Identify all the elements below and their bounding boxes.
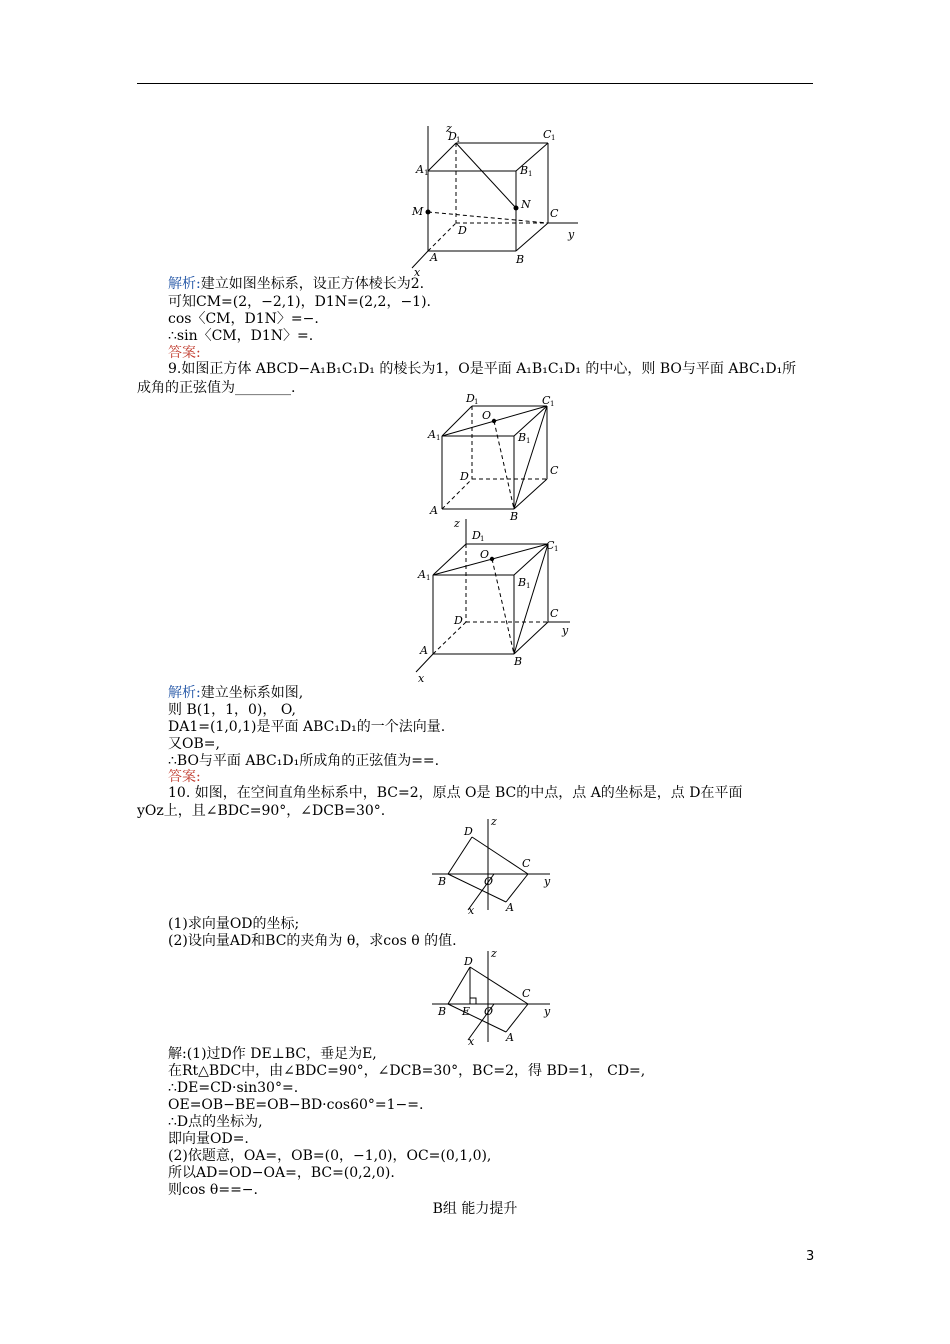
svg-text:1: 1 (424, 169, 429, 177)
fig5-label-c: C (522, 987, 531, 1000)
fig3-label-o: O (480, 548, 490, 561)
fig4-label-b: B (438, 875, 447, 888)
fig3-label-a: A (420, 644, 428, 657)
header-rule (137, 83, 813, 84)
fig5-label-a: A (506, 1031, 514, 1044)
fig1-label-m: M (412, 205, 424, 218)
svg-text:1: 1 (526, 437, 531, 445)
fig1-label-b: B (516, 253, 525, 266)
svg-text:1: 1 (526, 582, 531, 590)
fig4-label-d: D (464, 825, 473, 838)
fig4-label-y: y (544, 875, 551, 888)
fig5-label-b: B (438, 1005, 447, 1018)
svg-text:1: 1 (551, 134, 556, 142)
figure-plane-abcd (428, 815, 558, 917)
svg-text:1: 1 (426, 574, 431, 582)
q9-line1: 9.如图正方体 ABCD−A₁B₁C₁D₁ 的棱长为1，O是平面 A₁B₁C₁D₁ 的中心，则 BO与平面 ABC₁D₁所 (168, 361, 797, 377)
sol10-line3: ∴DE=CD·sin30°=. (168, 1080, 299, 1096)
q9-line2: 成角的正弦值为________. (137, 380, 296, 396)
fig2-label-o: O (482, 409, 492, 422)
sol9-line3: DA1=(1,0,1)是平面 ABC₁D₁的一个法向量. (168, 719, 446, 735)
fig1-label-c: C (550, 207, 559, 220)
q10-line2: yOz上，且∠BDC=90°，∠DCB=30°. (137, 803, 386, 819)
fig1-label-x: x (414, 266, 421, 278)
fig2-label-c: C (550, 464, 559, 477)
sol8-answer-label: 答案: (168, 345, 201, 361)
svg-text:1: 1 (550, 400, 555, 408)
sol10-line9: 则cos θ==−. (168, 1182, 258, 1198)
fig3-label-d: D (454, 614, 463, 627)
fig3-label-y: y (562, 624, 569, 637)
figure-cube-o-coordinate (408, 517, 578, 685)
fig2-label-a1: A (428, 428, 436, 441)
fig1-label-d: D (458, 224, 467, 237)
fig3-label-a1: A (418, 568, 426, 581)
fig3-label-d1: D (472, 529, 481, 542)
fig3-label-c1: C (546, 539, 555, 552)
q10-part1: (1)求向量OD的坐标; (168, 916, 300, 932)
fig1-label-c1: C (543, 128, 552, 141)
q10-line1: 10. 如图，在空间直角坐标系中，BC=2，原点 O是 BC的中点，点 A的坐标是，点 D在平面 (168, 785, 743, 801)
fig1-label-z: z (446, 122, 452, 135)
fig5-label-x: x (468, 1035, 475, 1048)
fig1-label-d1: D (448, 130, 457, 143)
fig4-label-c: C (522, 857, 531, 870)
figure-plane-abcde (428, 947, 558, 1049)
figure-cube-coordinate-mn (400, 118, 590, 278)
fig2-label-b1: B (518, 431, 527, 444)
svg-text:1: 1 (436, 434, 441, 442)
fig5-label-d: D (464, 955, 473, 968)
fig4-label-z: z (491, 815, 497, 828)
sol10-line2: 在Rt△BDC中，由∠BDC=90°，∠DCB=30°，BC=2，得 BD=1， CD=, (168, 1063, 646, 1079)
sol8-line4: ∴sin〈CM，D1N〉=. (168, 328, 314, 344)
sol10-line8: 所以AD=OD−OA=，BC=(0,2,0). (168, 1165, 395, 1181)
sol10-line5: ∴D点的坐标为, (168, 1114, 263, 1130)
fig2-label-a: A (430, 504, 438, 517)
section-heading: B组 能力提升 (432, 1201, 518, 1217)
sol10-line6: 即向量OD=. (168, 1131, 249, 1147)
svg-text:1: 1 (528, 170, 533, 178)
page-number: 3 (806, 1249, 815, 1264)
q10-part2: (2)设向量AD和BC的夹角为 θ，求cos θ 的值. (168, 933, 457, 949)
fig4-label-a: A (506, 901, 514, 914)
sol9-line2: 则 B(1，1，0)， O, (168, 702, 296, 718)
fig2-label-d1: D (466, 394, 475, 405)
sol10-line7: (2)依题意，OA=，OB=(0，−1,0)，OC=(0,1,0), (168, 1148, 492, 1164)
fig4-label-x: x (468, 904, 475, 917)
fig3-label-x: x (418, 672, 425, 685)
svg-text:1: 1 (480, 535, 485, 543)
sol10-line1: 解:(1)过D作 DE⊥BC，垂足为E, (168, 1046, 377, 1062)
sol8-line3: cos〈CM，D1N〉=−. (168, 311, 319, 327)
sol9-answer-label: 答案: (168, 769, 201, 785)
figure-cube-o-center (422, 394, 572, 522)
fig5-label-e: E (462, 1005, 471, 1018)
fig3-label-b1: B (518, 576, 527, 589)
fig3-label-z: z (454, 517, 460, 530)
sol9-line5: ∴BO与平面 ABC₁D₁所成角的正弦值为==. (168, 753, 440, 769)
fig5-label-o: O (484, 1005, 494, 1018)
fig2-label-d: D (460, 470, 469, 483)
svg-text:1: 1 (554, 545, 559, 553)
sol8-line2: 可知CM=(2，−2,1)，D1N=(2,2，−1). (168, 294, 431, 310)
fig2-label-c1: C (542, 394, 551, 407)
fig3-label-c: C (550, 607, 559, 620)
fig1-label-a: A (430, 251, 438, 264)
fig5-label-y: y (544, 1005, 551, 1018)
fig2-label-b: B (510, 510, 519, 522)
sol8-line1: 解析:建立如图坐标系，设正方体棱长为2. (168, 276, 425, 292)
svg-text:1: 1 (456, 136, 461, 144)
fig3-label-b: B (514, 655, 523, 668)
sol9-line4: 又OB=, (168, 736, 220, 752)
fig1-label-b1: B (520, 164, 529, 177)
fig1-label-a1: A (416, 163, 424, 176)
sol10-line4: OE=OB−BE=OB−BD·cos60°=1−=. (168, 1097, 424, 1113)
fig4-label-o: O (484, 875, 494, 888)
fig1-label-n: N (521, 198, 531, 211)
fig1-label-y: y (568, 228, 575, 241)
svg-text:1: 1 (474, 398, 479, 406)
fig5-label-z: z (491, 947, 497, 960)
sol9-line1: 解析:建立坐标系如图, (168, 685, 304, 701)
